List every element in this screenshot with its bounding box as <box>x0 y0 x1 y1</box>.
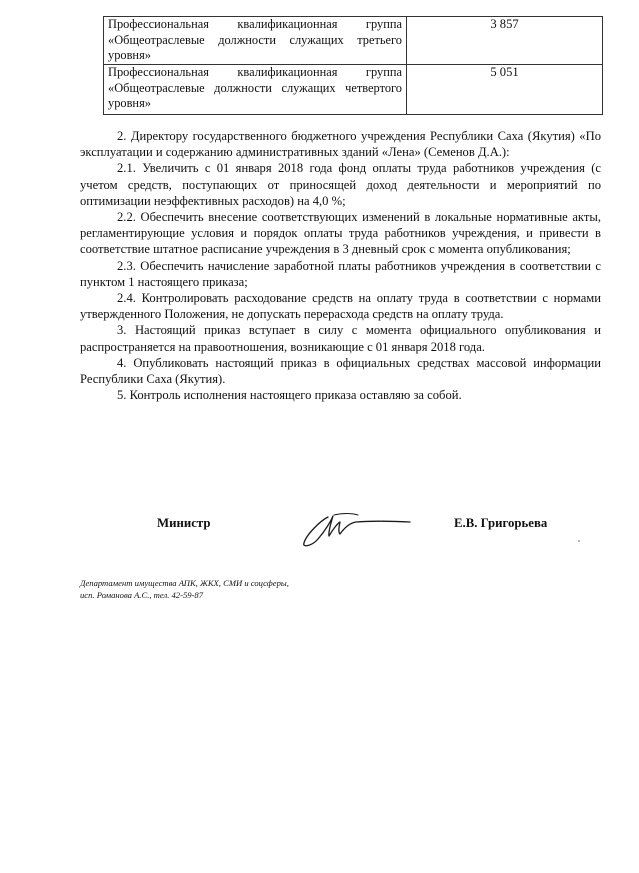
salary-table <box>103 16 603 115</box>
signatory-title: Министр <box>157 516 211 530</box>
group-name-cell: Профессиональная квалификационная группа «Общеотраслевые должности служащих четвертого уровня» <box>104 65 407 115</box>
table-row <box>104 65 603 115</box>
scan-speck <box>578 540 580 542</box>
executor-footer <box>80 578 289 601</box>
group-name-cell: Профессиональная квалификационная группа «Общеотраслевые должности служащих третьего уровня» <box>104 17 407 65</box>
table-row <box>104 17 603 65</box>
paragraph-2-3: 2.3. Обеспечить начисление заработной платы работников учреждения в соответствии с пунктом 1 настоящего приказа; <box>80 258 601 289</box>
paragraph-2-1: 2.1. Увеличить с 01 января 2018 года фонд оплаты труда работников учреждения (с учетом средств, поступающих от приносящей доход деятельности и мероприятий по оптимизации неэффективных расходов) на 4,0 %; <box>80 161 601 208</box>
paragraph-4: 4. Опубликовать настоящий приказ в официальных средствах массовой информации Республики Саха (Якутия). <box>80 355 601 387</box>
paragraph-2: 2. Директору государственного бюджетного учреждения Республики Саха (Якутия) «По эксплуатации и содержанию административных зданий «Лена» (Семенов Д.А.): <box>80 129 601 160</box>
value-cell: 3 857 <box>407 17 603 65</box>
footer-department: Департамент имущества АПК, ЖКХ, СМИ и соцсферы, <box>80 578 289 588</box>
paragraph-2-2: 2.2. Обеспечить внесение соответствующих изменений в локальные нормативные акты, регламентирующие условия и порядок оплаты труда работников учреждения, и привести в соответствие штатное расписание учреждения в 3 дневный срок с момента опубликования; <box>80 210 601 257</box>
order-body <box>80 128 601 403</box>
paragraph-5: 5. Контроль исполнения настоящего приказа оставляю за собой. <box>117 388 462 403</box>
paragraph-2-4: 2.4. Контролировать расходование средств на оплату труда в соответствии с нормами утвержденного Положения, не допускать перерасхода средств на оплату труда. <box>80 291 601 322</box>
handwritten-signature <box>298 505 413 549</box>
paragraph-3: 3. Настоящий приказ вступает в силу с момента официального опубликования и распространяется на правоотношения, возникающие с 01 января 2018 года. <box>80 323 601 354</box>
value-cell: 5 051 <box>407 65 603 115</box>
signatory-name: Е.В. Григорьева <box>454 516 548 530</box>
footer-executor: исп. Романова А.С., тел. 42-59-87 <box>80 589 204 600</box>
